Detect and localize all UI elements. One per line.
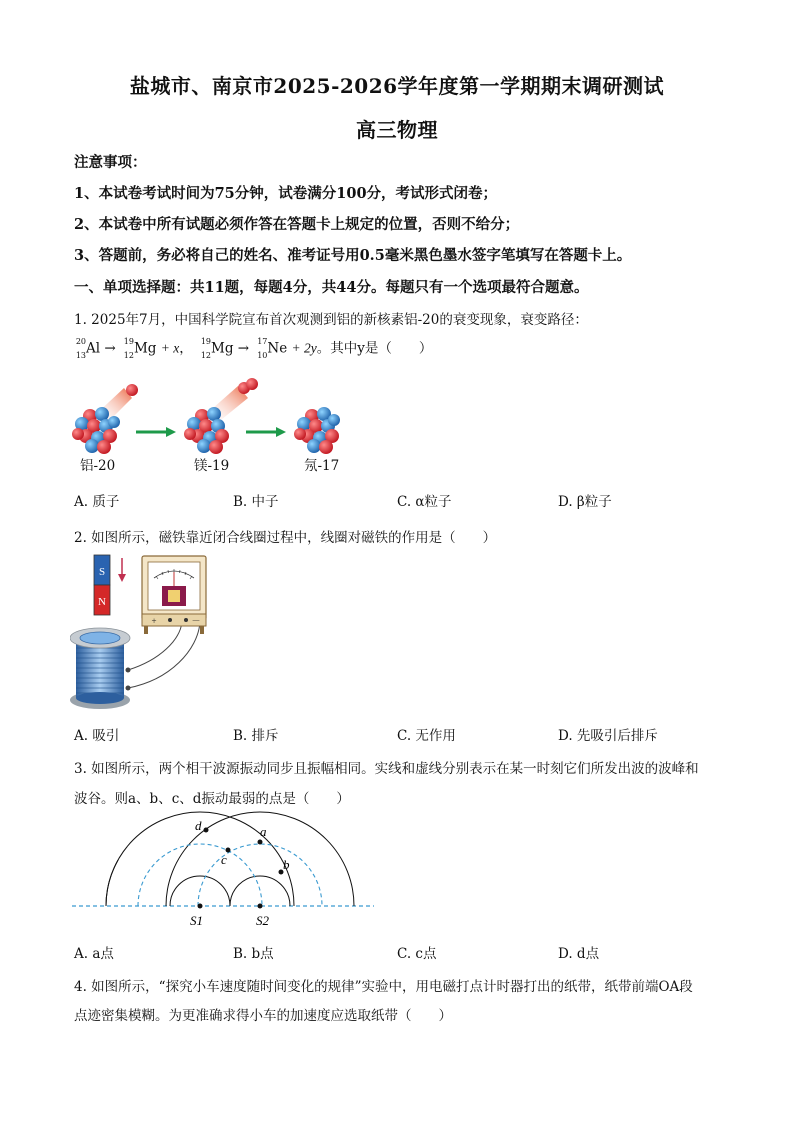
q1-option-b[interactable]: B. 中子 (233, 494, 279, 510)
q3-option-c[interactable]: C. c点 (397, 946, 437, 962)
point-d (204, 828, 209, 833)
q3-option-d[interactable]: D. d点 (558, 946, 600, 962)
magnet-s-label: S (98, 566, 106, 578)
source-s1-dot (198, 904, 203, 909)
coil (70, 628, 131, 709)
nucleus-ne17 (294, 407, 340, 454)
meter-minus: － (191, 616, 201, 626)
label-mg19: 镁-19 (194, 458, 230, 474)
q1-stem: 1. 2025年7月，中国科学院宣布首次观测到铝的新核素铝-20的衰变现象，衰变路径： (74, 312, 588, 328)
exam-subtitle: 高三物理 (356, 118, 438, 142)
q2-stem: 2. 如图所示，磁铁靠近闭合线圈过程中，线圈对磁铁的作用是（ ） (74, 530, 497, 546)
q3-stem-line2: 波谷。则a、b、c、d振动最弱的点是（ ） (74, 791, 350, 807)
label-b: b (283, 857, 290, 872)
q4-stem-line2: 点迹密集模糊。为更准确求得小车的加速度应选取纸带（ ） (74, 1008, 452, 1024)
q1-option-a[interactable]: A. 质子 (74, 494, 120, 510)
decay-arrow-2 (246, 427, 286, 437)
magnet-n-label: N (98, 596, 106, 608)
notice-item-2: 2、本试卷中所有试题必须作答在答题卡上规定的位置，否则不给分； (74, 216, 520, 233)
trough-lines (138, 844, 322, 906)
galvanometer (138, 554, 210, 640)
label-a: a (260, 824, 267, 839)
exam-title: 盐城市、南京市2025-2026学年度第一学期期末调研测试 (129, 74, 665, 98)
q1-option-c[interactable]: C. α粒子 (397, 494, 452, 510)
q2-option-c[interactable]: C. 无作用 (397, 728, 456, 744)
q3-option-a[interactable]: A. a点 (74, 946, 114, 962)
decay-arrow-1 (136, 427, 176, 437)
wave-interference-figure (70, 810, 380, 935)
motion-arrow (118, 558, 126, 582)
label-s1: S1 (190, 913, 203, 928)
notice-heading: 注意事项： (74, 154, 147, 171)
section-heading: 一、单项选择题：共11题，每题4分，共44分。每题只有一个选项最符合题意。 (74, 279, 589, 296)
meter-plus: + (151, 616, 157, 626)
notice-item-1: 1、本试卷考试时间为75分钟，试卷满分100分，考试形式闭卷； (74, 185, 498, 202)
point-a (258, 840, 263, 845)
q4-stem-line1: 4. 如图所示，“探究小车速度随时间变化的规律”实验中，用电磁打点计时器打出的纸带，纸带前端OA段 (74, 979, 693, 995)
bar-magnet (94, 555, 110, 615)
crest-lines (106, 812, 354, 906)
label-ne17: 氖-17 (304, 458, 340, 474)
q1-option-d[interactable]: D. β粒子 (558, 494, 612, 510)
label-c: c (221, 852, 227, 867)
q3-option-b[interactable]: B. b点 (233, 946, 274, 962)
label-d: d (195, 818, 202, 833)
q2-option-b[interactable]: B. 排斥 (233, 728, 279, 744)
q2-option-d[interactable]: D. 先吸引后排斥 (558, 728, 658, 744)
source-s2-dot (258, 904, 263, 909)
q3-stem-line1: 3. 如图所示，两个相干波源振动同步且振幅相同。实线和虚线分别表示在某一时刻它们所发出波的波峰和 (74, 761, 699, 777)
label-al20: 铝-20 (80, 458, 116, 474)
q1-equation: 20 13 Al → 19 12 Mg + x， 19 12 Mg → 17 10 Ne + 2y。其中y是（ ） (75, 337, 433, 360)
label-s2: S2 (256, 913, 269, 928)
nucleus-mg19 (184, 378, 258, 454)
notice-item-3: 3、答题前，务必将自己的姓名、准考证号用0.5毫米黑色墨水签字笔填写在答题卡上。 (74, 247, 632, 264)
nucleus-al20 (72, 384, 138, 454)
q2-option-a[interactable]: A. 吸引 (74, 728, 120, 744)
